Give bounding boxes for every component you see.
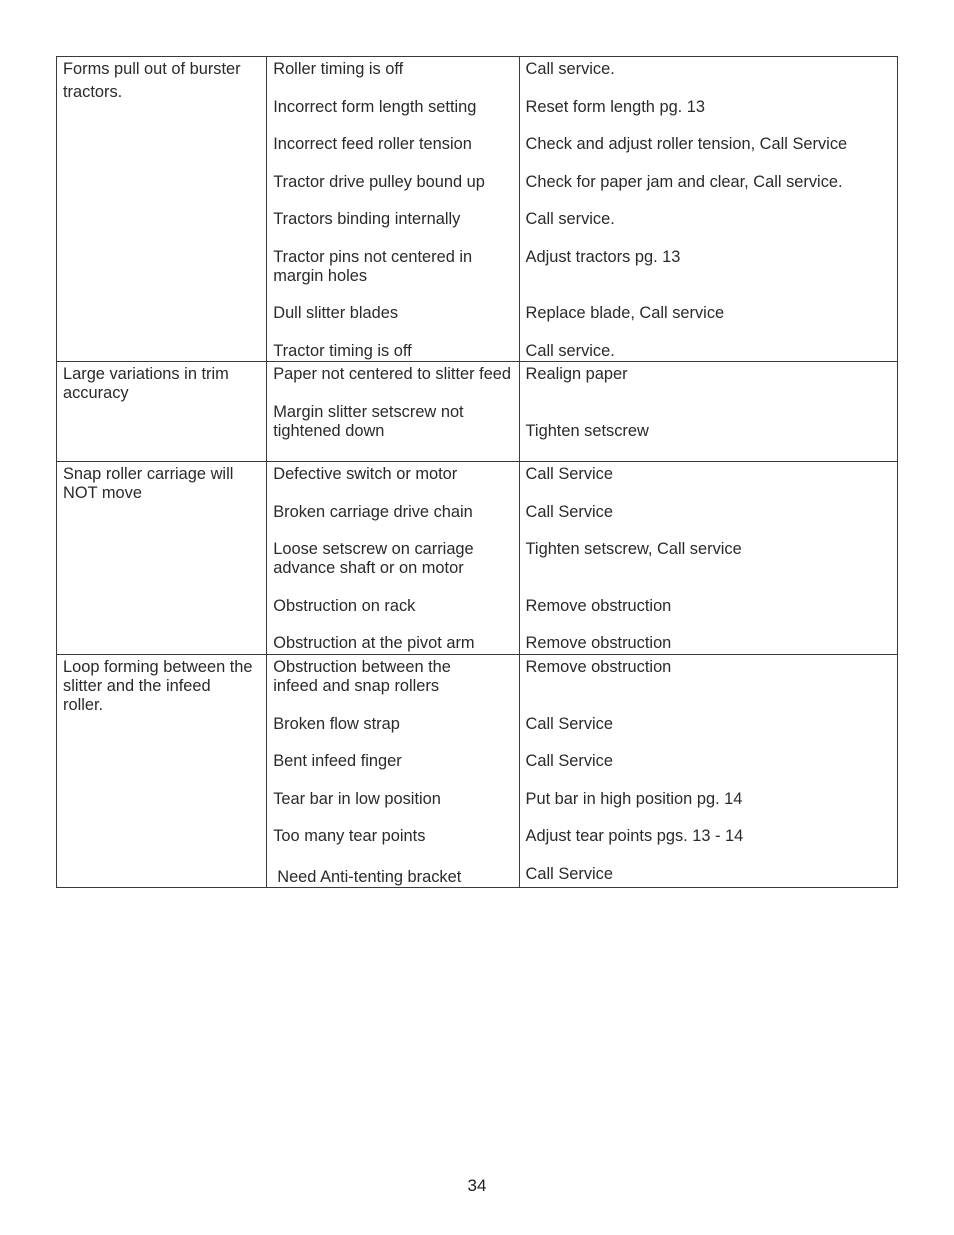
- remedy-item: Tighten setscrew: [525, 421, 649, 440]
- cause-cell: [267, 57, 519, 362]
- remedy-item: Call service.: [525, 60, 615, 78]
- remedy-item: Tighten setscrew, Call service: [525, 540, 742, 558]
- remedy-cell: [519, 462, 897, 655]
- cause-item: Tractor pins not centered in margin holes: [273, 247, 473, 285]
- cause-item: Defective switch or motor: [273, 465, 458, 483]
- remedy-item: Adjust tractors pg. 13: [525, 247, 681, 266]
- table-row: [57, 462, 898, 655]
- cause-item: Broken flow strap: [273, 714, 400, 733]
- problem-text: Loop forming between the slitter and the infeed roller.: [63, 658, 253, 714]
- remedy-item: Remove obstruction: [525, 658, 672, 676]
- cause-item: Tractors binding internally: [273, 210, 461, 228]
- remedy-item: Realign paper: [525, 365, 628, 383]
- problem-cell: [57, 462, 267, 655]
- cause-item: Broken carriage drive chain: [273, 502, 473, 521]
- cause-cell: [267, 362, 519, 462]
- remedy-item: Put bar in high position pg. 14: [525, 789, 743, 808]
- cause-item: Tractor timing is off: [273, 341, 412, 360]
- remedy-cell: [519, 57, 897, 362]
- table-row: [57, 655, 898, 888]
- cause-item: Paper not centered to slitter feed: [273, 365, 512, 383]
- remedy-cell: [519, 362, 897, 462]
- cause-item: Tear bar in low position: [273, 789, 441, 808]
- table-row: [57, 362, 898, 462]
- cause-cell: [267, 655, 519, 888]
- remedy-item: Reset form length pg. 13: [525, 97, 706, 116]
- table-row: [57, 57, 898, 362]
- cause-item: Too many tear points: [273, 827, 426, 845]
- cause-item: Obstruction between the infeed and snap rollers: [273, 658, 451, 695]
- page-number: 34: [467, 1176, 487, 1195]
- remedy-item: Adjust tear points pgs. 13 - 14: [525, 827, 744, 845]
- cause-item: Obstruction on rack: [273, 596, 416, 615]
- cause-item: Incorrect feed roller tension: [273, 135, 472, 153]
- troubleshooting-table: [56, 56, 898, 888]
- remedy-item: Check for paper jam and clear, Call service.: [525, 172, 843, 191]
- cause-item: Dull slitter blades: [273, 304, 399, 322]
- problem-cell: [57, 57, 267, 362]
- problem-text: Snap roller carriage will NOT move: [63, 465, 234, 502]
- remedy-item: Call Service: [525, 864, 613, 883]
- problem-text: Large variations in trim accuracy: [63, 365, 229, 402]
- cause-item: Loose setscrew on carriage advance shaft or on motor: [273, 540, 474, 577]
- remedy-item: Call Service: [525, 465, 613, 483]
- cause-item: Tractor drive pulley bound up: [273, 172, 485, 191]
- remedy-item: Check and adjust roller tension, Call Service: [525, 135, 848, 153]
- problem-cell: [57, 655, 267, 888]
- cause-cell: [267, 462, 519, 655]
- cause-item: Obstruction at the pivot arm: [273, 634, 475, 652]
- remedy-item: Remove obstruction: [525, 596, 672, 615]
- remedy-item: Call service.: [525, 341, 615, 360]
- problem-text: Forms pull out of burster tractors.: [63, 60, 241, 101]
- remedy-item: Call Service: [525, 502, 613, 521]
- remedy-item: Call Service: [525, 714, 613, 733]
- remedy-item: Call service.: [525, 210, 615, 228]
- cause-item: Need Anti-tenting bracket: [277, 868, 462, 886]
- remedy-item: Call Service: [525, 752, 613, 770]
- cause-item: Bent infeed finger: [273, 752, 402, 770]
- cause-item: Roller timing is off: [273, 60, 404, 78]
- cause-item: Incorrect form length setting: [273, 97, 477, 116]
- remedy-item: Replace blade, Call service: [525, 304, 725, 322]
- problem-cell: [57, 362, 267, 462]
- remedy-item: Remove obstruction: [525, 634, 672, 652]
- remedy-cell: [519, 655, 897, 888]
- cause-item: Margin slitter setscrew not tightened down: [273, 402, 464, 440]
